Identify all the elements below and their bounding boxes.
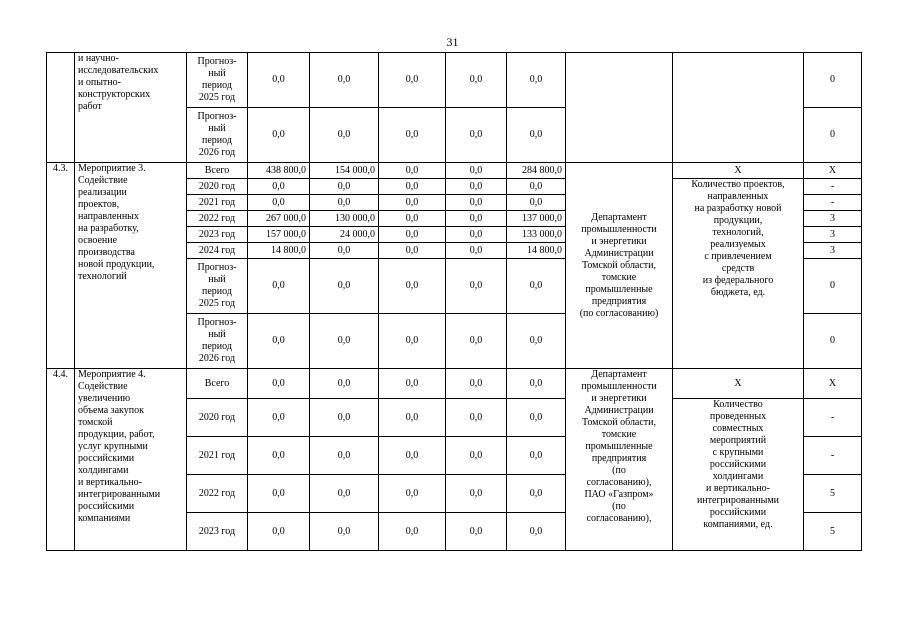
local-cell: 0,0 xyxy=(446,437,507,475)
federal-cell: 24 000,0 xyxy=(310,227,379,243)
year-cell: 2022 год xyxy=(187,475,248,513)
total-cell: 267 000,0 xyxy=(248,211,310,227)
regional-cell: 0,0 xyxy=(379,314,446,369)
year-cell: Прогноз- ный период 2026 год xyxy=(187,314,248,369)
target-cell: - xyxy=(804,399,862,437)
activity-name: Мероприятие 3. Содействие реализации проектов, направленных на разработку, освоение производства новой продукции, технологий xyxy=(75,163,187,369)
regional-cell: 0,0 xyxy=(379,179,446,195)
target-cell: Х xyxy=(804,369,862,399)
year-cell: Всего xyxy=(187,163,248,179)
year-cell: 2020 год xyxy=(187,179,248,195)
year-cell: 2021 год xyxy=(187,437,248,475)
year-cell: Всего xyxy=(187,369,248,399)
year-cell: Прогноз- ный период 2025 год xyxy=(187,259,248,314)
extra-cell: 0,0 xyxy=(507,259,566,314)
indicator-head: Х xyxy=(673,163,804,179)
row-number: 4.3. xyxy=(47,163,75,369)
local-cell: 0,0 xyxy=(446,259,507,314)
extra-cell: 0,0 xyxy=(507,53,566,108)
total-cell: 438 800,0 xyxy=(248,163,310,179)
target-cell: 5 xyxy=(804,513,862,551)
extra-cell: 0,0 xyxy=(507,475,566,513)
extra-cell: 0,0 xyxy=(507,179,566,195)
year-cell: 2023 год xyxy=(187,227,248,243)
local-cell: 0,0 xyxy=(446,513,507,551)
local-cell: 0,0 xyxy=(446,211,507,227)
extra-cell: 0,0 xyxy=(507,513,566,551)
total-cell: 0,0 xyxy=(248,259,310,314)
target-cell: 0 xyxy=(804,108,862,163)
federal-cell: 0,0 xyxy=(310,399,379,437)
federal-cell: 0,0 xyxy=(310,259,379,314)
local-cell: 0,0 xyxy=(446,369,507,399)
row-number: 4.4. xyxy=(47,369,75,551)
year-cell: 2024 год xyxy=(187,243,248,259)
total-cell: 0,0 xyxy=(248,437,310,475)
year-cell: Прогноз- ный период 2026 год xyxy=(187,108,248,163)
extra-cell: 137 000,0 xyxy=(507,211,566,227)
federal-cell: 0,0 xyxy=(310,53,379,108)
extra-cell: 0,0 xyxy=(507,437,566,475)
federal-cell: 154 000,0 xyxy=(310,163,379,179)
local-cell: 0,0 xyxy=(446,195,507,211)
total-cell: 0,0 xyxy=(248,179,310,195)
year-cell: Прогноз- ный период 2025 год xyxy=(187,53,248,108)
target-cell: 3 xyxy=(804,227,862,243)
federal-cell: 0,0 xyxy=(310,195,379,211)
total-cell: 0,0 xyxy=(248,53,310,108)
total-cell: 0,0 xyxy=(248,314,310,369)
regional-cell: 0,0 xyxy=(379,369,446,399)
page-number: 31 xyxy=(446,35,459,49)
federal-cell: 0,0 xyxy=(310,369,379,399)
total-cell: 0,0 xyxy=(248,399,310,437)
indicator-cell xyxy=(673,53,804,163)
target-cell: 3 xyxy=(804,243,862,259)
total-cell: 0,0 xyxy=(248,195,310,211)
activity-name: Мероприятие 4. Содействие увеличению объема закупок томской продукции, работ, услуг крупными российскими холдингами и вертикально- интегрированными российскими компаниями xyxy=(75,369,187,551)
total-cell: 0,0 xyxy=(248,513,310,551)
indicator-name: Количество проведенных совместных мероприятий с крупными российскими холдингами и вертикально- интегрированными российскими компаниями, ед. xyxy=(673,399,804,551)
target-cell: - xyxy=(804,195,862,211)
regional-cell: 0,0 xyxy=(379,108,446,163)
extra-cell: 0,0 xyxy=(507,399,566,437)
table-row xyxy=(47,163,862,179)
federal-cell: 130 000,0 xyxy=(310,211,379,227)
regional-cell: 0,0 xyxy=(379,163,446,179)
year-cell: 2021 год xyxy=(187,195,248,211)
table-row xyxy=(47,53,862,108)
local-cell: 0,0 xyxy=(446,475,507,513)
federal-cell: 0,0 xyxy=(310,437,379,475)
executor-cell: Департамент промышленности и энергетики Администрации Томской области, томские промышленные предприятия (по согласованию) xyxy=(566,163,673,369)
regional-cell: 0,0 xyxy=(379,475,446,513)
extra-cell: 14 800,0 xyxy=(507,243,566,259)
extra-cell: 0,0 xyxy=(507,195,566,211)
federal-cell: 0,0 xyxy=(310,108,379,163)
total-cell: 0,0 xyxy=(248,369,310,399)
indicator-name: Количество проектов, направленных на разработку новой продукции, технологий, реализуемых с привлечением средств из федерального бюджета, ед. xyxy=(673,179,804,369)
regional-cell: 0,0 xyxy=(379,243,446,259)
target-cell: - xyxy=(804,179,862,195)
target-cell: 5 xyxy=(804,475,862,513)
local-cell: 0,0 xyxy=(446,243,507,259)
extra-cell: 0,0 xyxy=(507,314,566,369)
target-cell: 0 xyxy=(804,314,862,369)
target-cell: - xyxy=(804,437,862,475)
regional-cell: 0,0 xyxy=(379,513,446,551)
regional-cell: 0,0 xyxy=(379,437,446,475)
local-cell: 0,0 xyxy=(446,399,507,437)
extra-cell: 284 800,0 xyxy=(507,163,566,179)
executor-cell: Департамент промышленности и энергетики Администрации Томской области, томские промышленные предприятия (по согласованию), ПАО «Газпром» (по согласованию), xyxy=(566,369,673,551)
total-cell: 0,0 xyxy=(248,108,310,163)
program-table xyxy=(46,52,862,551)
extra-cell: 0,0 xyxy=(507,108,566,163)
local-cell: 0,0 xyxy=(446,227,507,243)
local-cell: 0,0 xyxy=(446,314,507,369)
target-cell: Х xyxy=(804,163,862,179)
indicator-head: Х xyxy=(673,369,804,399)
extra-cell: 133 000,0 xyxy=(507,227,566,243)
executor-cell xyxy=(566,53,673,163)
row-number xyxy=(47,53,75,163)
total-cell: 0,0 xyxy=(248,475,310,513)
target-cell: 0 xyxy=(804,53,862,108)
federal-cell: 0,0 xyxy=(310,243,379,259)
local-cell: 0,0 xyxy=(446,163,507,179)
federal-cell: 0,0 xyxy=(310,179,379,195)
table-row xyxy=(47,369,862,399)
regional-cell: 0,0 xyxy=(379,195,446,211)
regional-cell: 0,0 xyxy=(379,227,446,243)
local-cell: 0,0 xyxy=(446,108,507,163)
federal-cell: 0,0 xyxy=(310,475,379,513)
federal-cell: 0,0 xyxy=(310,314,379,369)
regional-cell: 0,0 xyxy=(379,53,446,108)
target-cell: 3 xyxy=(804,211,862,227)
target-cell: 0 xyxy=(804,259,862,314)
local-cell: 0,0 xyxy=(446,53,507,108)
year-cell: 2023 год xyxy=(187,513,248,551)
extra-cell: 0,0 xyxy=(507,369,566,399)
total-cell: 157 000,0 xyxy=(248,227,310,243)
local-cell: 0,0 xyxy=(446,179,507,195)
regional-cell: 0,0 xyxy=(379,399,446,437)
activity-name: и научно- исследовательских и опытно- конструкторских работ xyxy=(75,53,187,163)
regional-cell: 0,0 xyxy=(379,211,446,227)
year-cell: 2020 год xyxy=(187,399,248,437)
federal-cell: 0,0 xyxy=(310,513,379,551)
year-cell: 2022 год xyxy=(187,211,248,227)
regional-cell: 0,0 xyxy=(379,259,446,314)
total-cell: 14 800,0 xyxy=(248,243,310,259)
